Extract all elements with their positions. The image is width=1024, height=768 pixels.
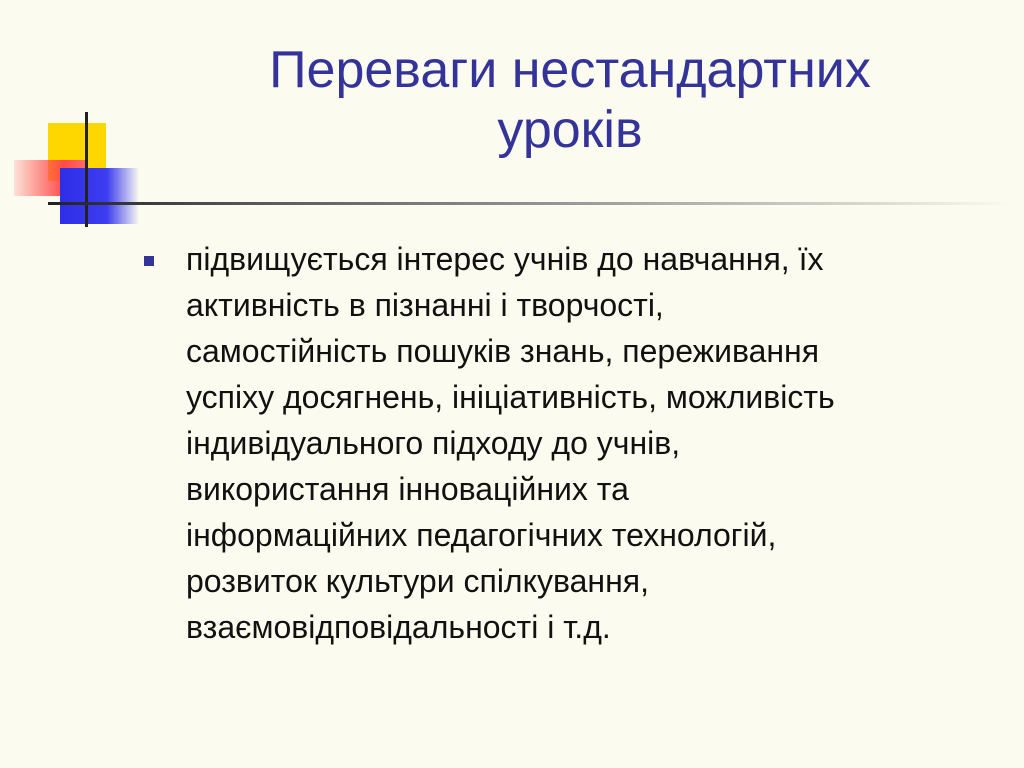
bullet-text <box>186 236 835 650</box>
bullet-line: інформаційних педагогічних технологій, <box>186 517 777 553</box>
blue-square-decoration <box>60 168 138 224</box>
square-bullet-icon <box>144 256 154 266</box>
bullet-line: розвиток культури спілкування, <box>186 563 649 599</box>
bullet-line: індивідуального підходу до учнів, <box>186 425 681 461</box>
bullet-line: підвищується інтерес учнів до навчання, їх <box>186 241 824 277</box>
title-underline <box>48 202 1010 205</box>
slide-title-line-1: Переваги нестандартних <box>269 41 871 99</box>
bullet-line: використання інноваційних та <box>186 471 629 507</box>
bullet-line: взаємовідповідальності і т.д. <box>186 609 611 645</box>
vertical-line-decoration <box>85 112 88 227</box>
slide-title-line-2: уроків <box>497 101 643 159</box>
bullet-line: успіху досягнень, ініціативність, можливість <box>186 379 835 415</box>
slide-title <box>150 40 990 160</box>
bullet-line: самостійність пошуків знань, переживання <box>186 333 820 369</box>
bullet-item <box>140 236 1010 650</box>
bullet-line: активність в пізнанні і творчості, <box>186 287 664 323</box>
slide-content <box>140 236 1010 650</box>
